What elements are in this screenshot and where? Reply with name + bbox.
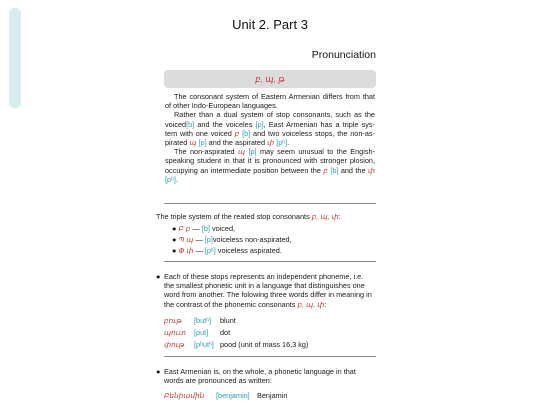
phonetic-paragraph: East Armenian is, on the whole, a phonetic language in that words are pronounced as written: xyxy=(164,367,356,386)
word-row: փութ [pʰutʰ] pood (unit of mass 16,3 kg) xyxy=(164,340,309,349)
intro-paragraph-3: The non-aspirated պ [p] may seem unusual to the Engish-speaking student in that it is pronounced with stronger plosion, occupying an intermediate position between the բ [b] and the փ [pʰ]. xyxy=(165,147,376,184)
list-item: ● Բ բ — [b] voiced, xyxy=(172,224,236,233)
list-item: ● Պ պ — [p]voiceless non-aspirated, xyxy=(172,235,292,244)
bullet-icon: ● xyxy=(156,367,161,376)
divider xyxy=(164,203,376,204)
word-row: պուտ [put] dot xyxy=(164,328,231,337)
letters-header: բ, պ, թ xyxy=(164,70,376,88)
divider xyxy=(164,261,376,262)
list-item: ● Փ փ — [pʰ] voiceless aspirated. xyxy=(172,246,282,255)
bullet-icon: ● xyxy=(156,272,161,281)
intro-text xyxy=(165,92,375,184)
divider xyxy=(164,356,376,357)
section-title: Pronunciation xyxy=(311,49,376,61)
word-row: Բենիամին [benjamin] Benjamin xyxy=(164,391,288,400)
unit-title: Unit 2. Part 3 xyxy=(232,17,308,32)
intro-paragraph-1: The consonant system of Eastern Armenian differs from that of other Indo-European languages. xyxy=(165,92,375,111)
word-row: բութ [butʰ] blunt xyxy=(164,316,236,325)
intro-paragraph-2: Rather than a dual system of stop consonants, such as the voiced[b] and the voiceles [p], East Armenian has a triple sys-tem with one voiced բ [b] and two voiceless stops, the non-as-pirated պ [p] and the aspirated փ [pʰ]. xyxy=(165,110,375,148)
phoneme-paragraph: Each of these stops represents an independent phoneme, i.e. the smallest phonetic unit in a language that distinguishes one word from another. The folowing three words differ in meaning in the contrast of the phonemic consonants բ, պ, փ: xyxy=(164,272,372,309)
triple-system-lead: The triple system of the reated stop consonants բ, պ, փ: xyxy=(156,212,341,221)
